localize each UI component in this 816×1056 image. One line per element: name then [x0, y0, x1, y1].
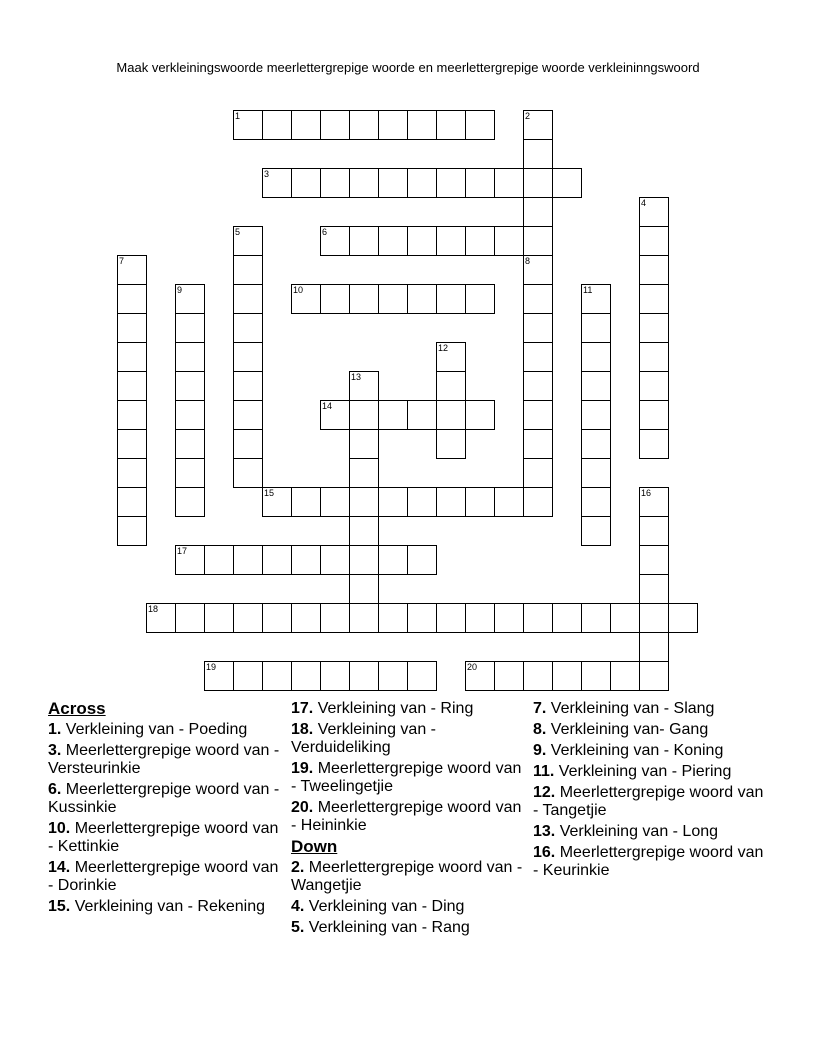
grid-cell[interactable] [494, 661, 524, 691]
grid-cell[interactable] [494, 603, 524, 633]
grid-cell[interactable] [233, 400, 263, 430]
grid-cell[interactable] [552, 168, 582, 198]
grid-cell[interactable] [436, 371, 466, 401]
grid-cell[interactable] [494, 487, 524, 517]
across-clue-list [48, 721, 288, 916]
grid-cell[interactable] [639, 516, 669, 546]
clue-number: 8. [533, 721, 547, 738]
grid-cell[interactable] [233, 603, 263, 633]
clue-text: Verkleining van - Long [555, 823, 719, 840]
grid-cell[interactable] [465, 284, 495, 314]
grid-cell[interactable] [552, 603, 582, 633]
grid-cell[interactable] [639, 313, 669, 343]
grid-cell[interactable] [233, 342, 263, 372]
clue-number: 6. [48, 781, 62, 798]
grid-cell[interactable] [233, 226, 263, 256]
grid-cell[interactable] [291, 168, 321, 198]
grid-cell[interactable] [117, 458, 147, 488]
grid-cell[interactable] [378, 603, 408, 633]
grid-cell[interactable] [523, 371, 553, 401]
clue-number: 4. [291, 898, 305, 915]
across-clue-list-continued [291, 700, 531, 835]
grid-cell[interactable] [262, 603, 292, 633]
clue-number: 16. [533, 844, 556, 861]
clue-item [48, 721, 288, 739]
clue-number: 13. [533, 823, 556, 840]
grid-cell[interactable] [117, 313, 147, 343]
grid-cell[interactable] [349, 603, 379, 633]
clue-text: Verkleining van - Poeding [61, 721, 248, 738]
grid-cell[interactable] [320, 487, 350, 517]
grid-cell[interactable] [581, 400, 611, 430]
grid-cell[interactable] [175, 487, 205, 517]
grid-cell[interactable] [378, 487, 408, 517]
clue-item [533, 742, 773, 760]
grid-cell[interactable] [465, 400, 495, 430]
grid-cell[interactable] [117, 487, 147, 517]
clue-text: Meerlettergrepige woord van - Dorinkie [48, 859, 279, 894]
grid-cell[interactable] [581, 284, 611, 314]
clue-number-label: 1 [235, 111, 241, 121]
grid-cell[interactable] [117, 400, 147, 430]
across-header: Across [48, 699, 106, 718]
grid-cell[interactable] [320, 661, 350, 691]
clue-text: Meerlettergrepige woord van - Wangetjie [291, 859, 523, 894]
clue-number-label: 16 [641, 488, 652, 498]
clue-text: Verkleining van - Rang [304, 919, 470, 936]
clue-item [48, 742, 288, 778]
grid-cell[interactable] [407, 168, 437, 198]
grid-cell[interactable] [291, 284, 321, 314]
grid-cell[interactable] [262, 661, 292, 691]
grid-cell[interactable] [349, 487, 379, 517]
grid-cell[interactable] [233, 284, 263, 314]
clue-number-label: 8 [525, 256, 531, 266]
grid-cell[interactable] [639, 400, 669, 430]
grid-cell[interactable] [262, 487, 292, 517]
grid-cell[interactable] [523, 603, 553, 633]
clue-item [533, 721, 773, 739]
grid-cell[interactable] [436, 226, 466, 256]
clue-text: Meerlettergrepige woord van - Tangetjie [533, 784, 764, 819]
grid-cell[interactable] [610, 661, 640, 691]
grid-cell[interactable] [349, 371, 379, 401]
grid-cell[interactable] [436, 110, 466, 140]
grid-cell[interactable] [378, 284, 408, 314]
grid-cell[interactable] [117, 255, 147, 285]
down-clue-list-continued [533, 700, 773, 880]
grid-cell[interactable] [581, 458, 611, 488]
clue-number-label: 15 [264, 488, 275, 498]
grid-cell[interactable] [436, 168, 466, 198]
clue-text: Meerlettergrepige woord van - Tweelingetjie [291, 760, 522, 795]
grid-cell[interactable] [639, 545, 669, 575]
clue-number-label: 2 [525, 111, 531, 121]
grid-cell[interactable] [204, 603, 234, 633]
clue-number-label: 18 [148, 604, 159, 614]
grid-cell[interactable] [523, 284, 553, 314]
grid-cell[interactable] [407, 400, 437, 430]
grid-cell[interactable] [175, 313, 205, 343]
grid-cell[interactable] [436, 487, 466, 517]
grid-cell[interactable] [378, 400, 408, 430]
grid-cell[interactable] [523, 110, 553, 140]
grid-cell[interactable] [581, 371, 611, 401]
grid-cell[interactable] [581, 313, 611, 343]
grid-cell[interactable] [291, 603, 321, 633]
grid-cell[interactable] [465, 661, 495, 691]
grid-cell[interactable] [175, 458, 205, 488]
clue-number-label: 4 [641, 198, 647, 208]
grid-cell[interactable] [262, 545, 292, 575]
clue-number: 3. [48, 742, 62, 759]
clue-item [291, 760, 531, 796]
clue-number: 14. [48, 859, 71, 876]
grid-cell[interactable] [349, 458, 379, 488]
clue-number: 2. [291, 859, 305, 876]
clues-column-1 [48, 700, 288, 919]
grid-cell[interactable] [378, 661, 408, 691]
grid-cell[interactable] [523, 661, 553, 691]
clue-number: 19. [291, 760, 314, 777]
clue-text: Verkleining van - Slang [546, 700, 715, 717]
clue-number: 5. [291, 919, 305, 936]
grid-cell[interactable] [639, 197, 669, 227]
grid-cell[interactable] [465, 226, 495, 256]
grid-cell[interactable] [291, 487, 321, 517]
grid-cell[interactable] [320, 226, 350, 256]
clue-item [291, 898, 531, 916]
clue-item [48, 859, 288, 895]
grid-cell[interactable] [523, 168, 553, 198]
clue-text: Meerlettergrepige woord van - Versteurinkie [48, 742, 280, 777]
clue-item [533, 823, 773, 841]
clue-number-label: 5 [235, 227, 241, 237]
grid-cell[interactable] [233, 661, 263, 691]
grid-cell[interactable] [204, 545, 234, 575]
grid-cell[interactable] [407, 284, 437, 314]
grid-cell[interactable] [639, 255, 669, 285]
clue-number: 11. [533, 763, 555, 780]
grid-cell[interactable] [233, 371, 263, 401]
grid-cell[interactable] [523, 487, 553, 517]
grid-cell[interactable] [204, 661, 234, 691]
clue-item [291, 721, 531, 757]
grid-cell[interactable] [523, 255, 553, 285]
grid-cell[interactable] [436, 342, 466, 372]
grid-cell[interactable] [262, 110, 292, 140]
grid-cell[interactable] [523, 458, 553, 488]
down-clue-list [291, 859, 531, 937]
grid-cell[interactable] [552, 661, 582, 691]
clue-number: 17. [291, 700, 314, 717]
grid-cell[interactable] [233, 458, 263, 488]
grid-cell[interactable] [291, 661, 321, 691]
grid-cell[interactable] [436, 603, 466, 633]
grid-cell[interactable] [523, 197, 553, 227]
grid-cell[interactable] [175, 371, 205, 401]
grid-cell[interactable] [378, 226, 408, 256]
grid-cell[interactable] [175, 429, 205, 459]
clue-number-label: 10 [293, 285, 304, 295]
grid-cell[interactable] [349, 516, 379, 546]
grid-cell[interactable] [146, 603, 176, 633]
clues-column-3 [533, 700, 773, 883]
grid-cell[interactable] [610, 603, 640, 633]
clue-number: 10. [48, 820, 71, 837]
grid-cell[interactable] [291, 545, 321, 575]
grid-cell[interactable] [175, 342, 205, 372]
grid-cell[interactable] [378, 545, 408, 575]
clue-number-label: 20 [467, 662, 478, 672]
grid-cell[interactable] [349, 574, 379, 604]
grid-cell[interactable] [407, 545, 437, 575]
clue-text: Meerlettergrepige woord van - Kussinkie [48, 781, 280, 816]
grid-cell[interactable] [465, 487, 495, 517]
clue-text: Verkleining van - Koning [546, 742, 724, 759]
clue-item [533, 784, 773, 820]
clue-item [291, 919, 531, 937]
grid-cell[interactable] [320, 110, 350, 140]
grid-cell[interactable] [320, 168, 350, 198]
grid-cell[interactable] [639, 632, 669, 662]
grid-cell[interactable] [349, 429, 379, 459]
grid-cell[interactable] [233, 429, 263, 459]
grid-cell[interactable] [349, 545, 379, 575]
grid-cell[interactable] [117, 516, 147, 546]
grid-cell[interactable] [581, 487, 611, 517]
grid-cell[interactable] [291, 110, 321, 140]
grid-cell[interactable] [175, 603, 205, 633]
clue-number-label: 3 [264, 169, 270, 179]
grid-cell[interactable] [117, 429, 147, 459]
grid-cell[interactable] [378, 168, 408, 198]
grid-cell[interactable] [523, 429, 553, 459]
grid-cell[interactable] [407, 110, 437, 140]
grid-cell[interactable] [349, 284, 379, 314]
clue-number-label: 13 [351, 372, 362, 382]
clue-item [291, 799, 531, 835]
grid-cell[interactable] [407, 603, 437, 633]
grid-cell[interactable] [494, 168, 524, 198]
puzzle-title: Maak verkleiningswoorde meerlettergrepige woorde en meerlettergrepige woorde verkleininngswoord [116, 60, 700, 75]
grid-cell[interactable] [668, 603, 698, 633]
grid-cell[interactable] [639, 226, 669, 256]
clue-item [48, 820, 288, 856]
grid-cell[interactable] [436, 429, 466, 459]
grid-cell[interactable] [581, 516, 611, 546]
grid-cell[interactable] [233, 545, 263, 575]
clue-number: 1. [48, 721, 62, 738]
grid-cell[interactable] [320, 545, 350, 575]
grid-cell[interactable] [639, 284, 669, 314]
grid-cell[interactable] [465, 110, 495, 140]
grid-cell[interactable] [639, 371, 669, 401]
grid-cell[interactable] [581, 342, 611, 372]
clue-item [291, 859, 531, 895]
grid-cell[interactable] [117, 284, 147, 314]
grid-cell[interactable] [639, 487, 669, 517]
clue-text: Verkleining van- Gang [546, 721, 709, 738]
clue-text: Meerlettergrepige woord van - Keurinkie [533, 844, 764, 879]
clue-number: 15. [48, 898, 71, 915]
grid-cell[interactable] [581, 429, 611, 459]
grid-cell[interactable] [639, 661, 669, 691]
down-header: Down [291, 837, 338, 856]
grid-cell[interactable] [639, 429, 669, 459]
grid-cell[interactable] [175, 284, 205, 314]
clue-text: Verkleining van - Verduideliking [291, 721, 436, 756]
clue-text: Verkleining van - Rekening [70, 898, 266, 915]
grid-cell[interactable] [117, 371, 147, 401]
grid-cell[interactable] [320, 400, 350, 430]
clue-text: Verkleining van - Ding [304, 898, 465, 915]
clue-item [291, 700, 531, 718]
grid-cell[interactable] [349, 168, 379, 198]
clue-item [48, 898, 288, 916]
grid-cell[interactable] [407, 661, 437, 691]
grid-cell[interactable] [320, 284, 350, 314]
grid-cell[interactable] [349, 400, 379, 430]
grid-cell[interactable] [639, 603, 669, 633]
clue-number: 7. [533, 700, 547, 717]
grid-cell[interactable] [581, 661, 611, 691]
grid-cell[interactable] [349, 661, 379, 691]
clue-number: 9. [533, 742, 547, 759]
grid-cell[interactable] [320, 603, 350, 633]
grid-cell[interactable] [523, 342, 553, 372]
clue-number: 18. [291, 721, 314, 738]
grid-cell[interactable] [233, 313, 263, 343]
clue-number-label: 17 [177, 546, 188, 556]
clues-column-2 [291, 700, 531, 940]
clue-number-label: 7 [119, 256, 125, 266]
clue-item [48, 781, 288, 817]
clue-number-label: 6 [322, 227, 328, 237]
grid-cell[interactable] [465, 168, 495, 198]
grid-cell[interactable] [407, 226, 437, 256]
clue-text: Meerlettergrepige woord van - Kettinkie [48, 820, 279, 855]
grid-cell[interactable] [117, 342, 147, 372]
grid-cell[interactable] [523, 313, 553, 343]
grid-cell[interactable] [581, 603, 611, 633]
grid-cell[interactable] [639, 342, 669, 372]
grid-cell[interactable] [523, 226, 553, 256]
grid-cell[interactable] [523, 400, 553, 430]
clue-text: Verkleining van - Piering [554, 763, 732, 780]
grid-cell[interactable] [262, 168, 292, 198]
grid-cell[interactable] [407, 487, 437, 517]
clue-number: 12. [533, 784, 556, 801]
clue-number-label: 19 [206, 662, 217, 672]
grid-cell[interactable] [436, 400, 466, 430]
clue-number-label: 9 [177, 285, 183, 295]
clue-number: 20. [291, 799, 314, 816]
grid-cell[interactable] [233, 255, 263, 285]
clue-item [533, 844, 773, 880]
clue-text: Verkleining van - Ring [313, 700, 474, 717]
grid-cell[interactable] [175, 545, 205, 575]
clue-text: Meerlettergrepige woord van - Heininkie [291, 799, 522, 834]
grid-cell[interactable] [465, 603, 495, 633]
grid-cell[interactable] [639, 574, 669, 604]
grid-cell[interactable] [349, 226, 379, 256]
grid-cell[interactable] [523, 139, 553, 169]
clue-item [533, 700, 773, 718]
clue-number-label: 12 [438, 343, 449, 353]
grid-cell[interactable] [175, 400, 205, 430]
grid-cell[interactable] [349, 110, 379, 140]
grid-cell[interactable] [378, 110, 408, 140]
clue-number-label: 14 [322, 401, 333, 411]
grid-cell[interactable] [436, 284, 466, 314]
grid-cell[interactable] [233, 110, 263, 140]
clue-number-label: 11 [583, 285, 593, 295]
clue-item [533, 763, 773, 781]
grid-cell[interactable] [494, 226, 524, 256]
